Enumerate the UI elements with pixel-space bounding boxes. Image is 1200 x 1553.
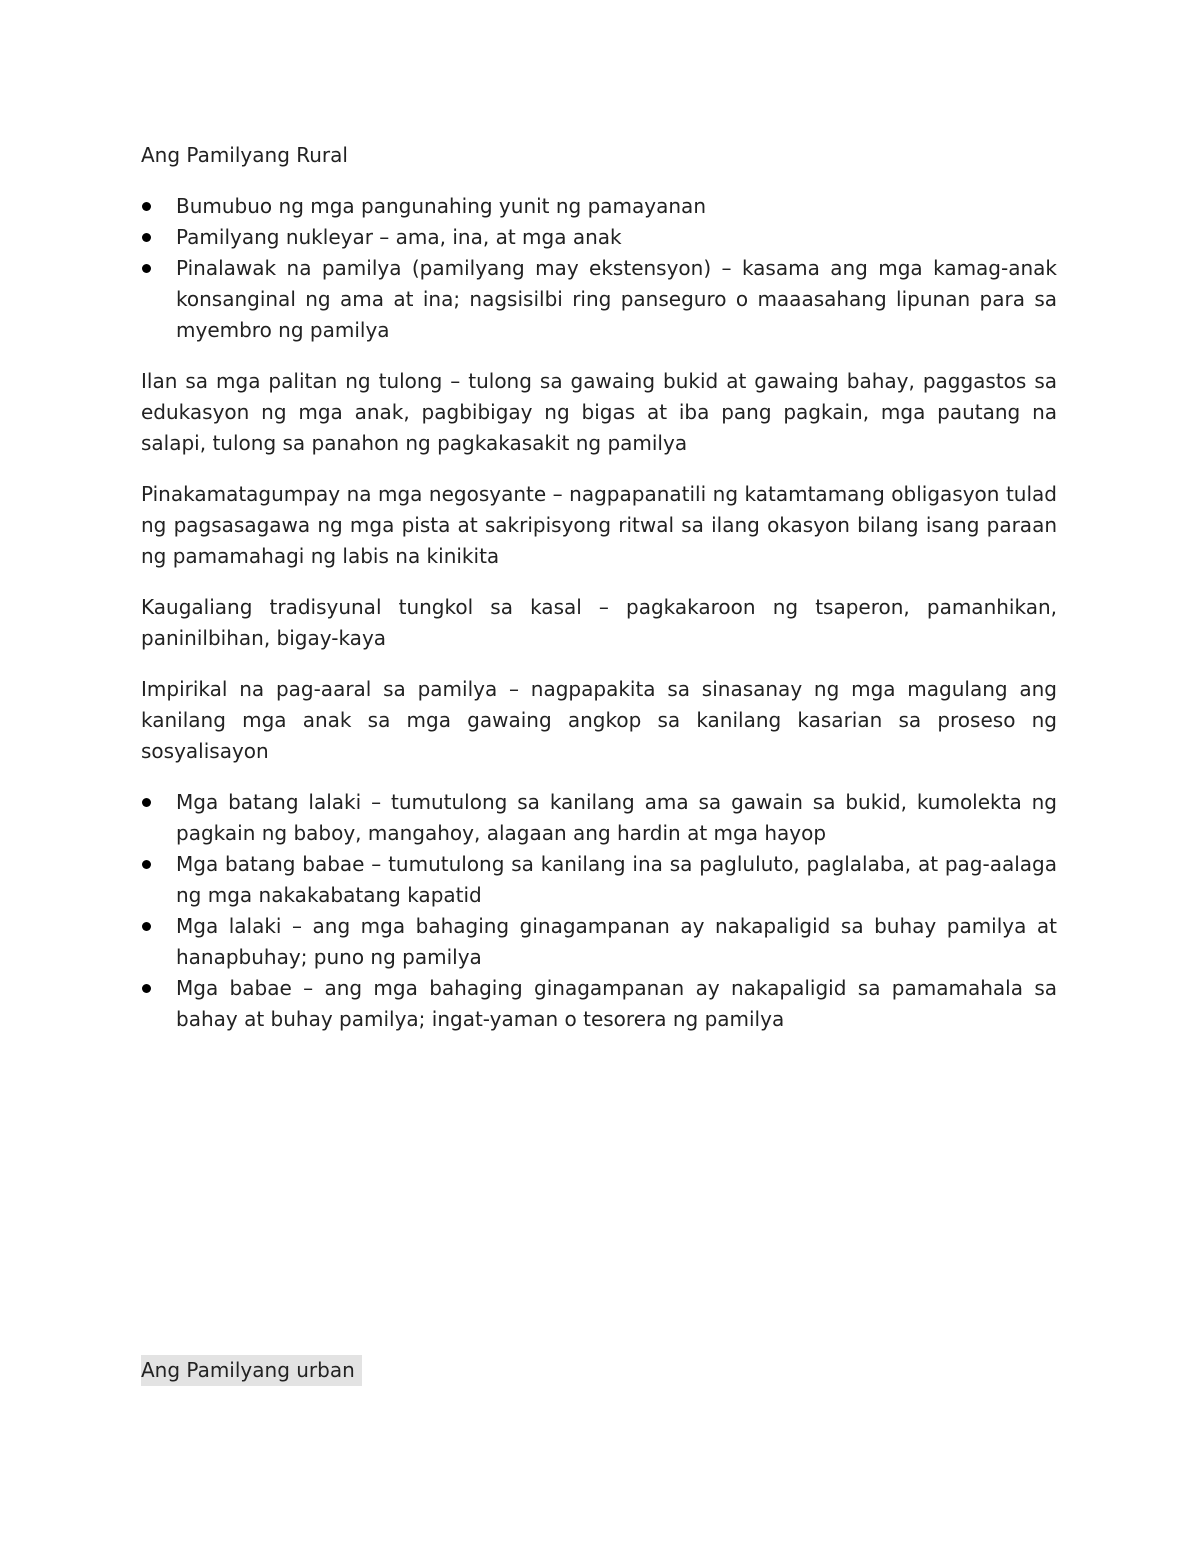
bullet-icon <box>142 264 151 273</box>
list-item-text: Mga babae – ang mga bahaging ginagampanan ay nakapaligid sa pamamahala sa bahay at buhay pamilya; ingat-yaman o tesorera ng pamilya <box>176 976 1057 1031</box>
list-item-text: Mga batang lalaki – tumutulong sa kanilang ama sa gawain sa bukid, kumolekta ng pagkain ng baboy, mangahoy, alagaan ang hardin at mga hayop <box>176 790 1057 845</box>
bullet-icon <box>142 922 151 931</box>
paragraph-negosyante: Pinakamatagumpay na mga negosyante – nagpapanatili ng katamtamang obligasyon tulad ng pagsasagawa ng mga pista at sakripisyong ritwal sa ilang okasyon bilang isang paraan ng pamamahagi ng labis na kinikita <box>141 482 1057 568</box>
bullet-list-gender-roles <box>141 787 1057 1035</box>
list-item-text: Bumubuo ng mga pangunahing yunit ng pamayanan <box>176 194 706 218</box>
list-item-text: Mga batang babae – tumutulong sa kanilang ina sa pagluluto, paglalaba, at pag-aalaga ng mga nakakabatang kapatid <box>176 852 1057 907</box>
bullet-icon <box>142 984 151 993</box>
list-item <box>141 973 1057 1035</box>
list-item <box>141 191 1057 222</box>
bullet-icon <box>142 798 151 807</box>
bullet-icon <box>142 233 151 242</box>
list-item <box>141 253 1057 346</box>
bullet-icon <box>142 860 151 869</box>
list-item-text: Mga lalaki – ang mga bahaging ginagampanan ay nakapaligid sa buhay pamilya at hanapbuhay; puno ng pamilya <box>176 914 1057 969</box>
bullet-list-family-types <box>141 191 1057 346</box>
list-item <box>141 222 1057 253</box>
list-item <box>141 911 1057 973</box>
paragraph-kasal: Kaugaliang tradisyunal tungkol sa kasal – pagkakaroon ng tsaperon, pamanhikan, paninilbihan, bigay-kaya <box>141 595 1057 650</box>
bullet-icon <box>142 202 151 211</box>
document-body <box>141 140 1057 1055</box>
section-title-urban: Ang Pamilyang urban <box>141 1355 362 1386</box>
list-item <box>141 849 1057 911</box>
paragraph-palitan-ng-tulong: Ilan sa mga palitan ng tulong – tulong sa gawaing bukid at gawaing bahay, paggastos sa edukasyon ng mga anak, pagbibigay ng bigas at iba pang pagkain, mga pautang na salapi, tulong sa panahon ng pagkakasakit ng pamilya <box>141 369 1057 455</box>
paragraph-impirikal: Impirikal na pag-aaral sa pamilya – nagpapakita sa sinasanay ng mga magulang ang kanilang mga anak sa mga gawaing angkop sa kanilang kasarian sa proseso ng sosyalisayon <box>141 677 1057 763</box>
list-item-text: Pinalawak na pamilya (pamilyang may ekstensyon) – kasama ang mga kamag-anak konsanginal ng ama at ina; nagsisilbi ring panseguro o maaasahang lipunan para sa myembro ng pamilya <box>176 256 1057 342</box>
list-item-text: Pamilyang nukleyar – ama, ina, at mga anak <box>176 225 622 249</box>
section-title-rural: Ang Pamilyang Rural <box>141 143 348 167</box>
list-item <box>141 787 1057 849</box>
